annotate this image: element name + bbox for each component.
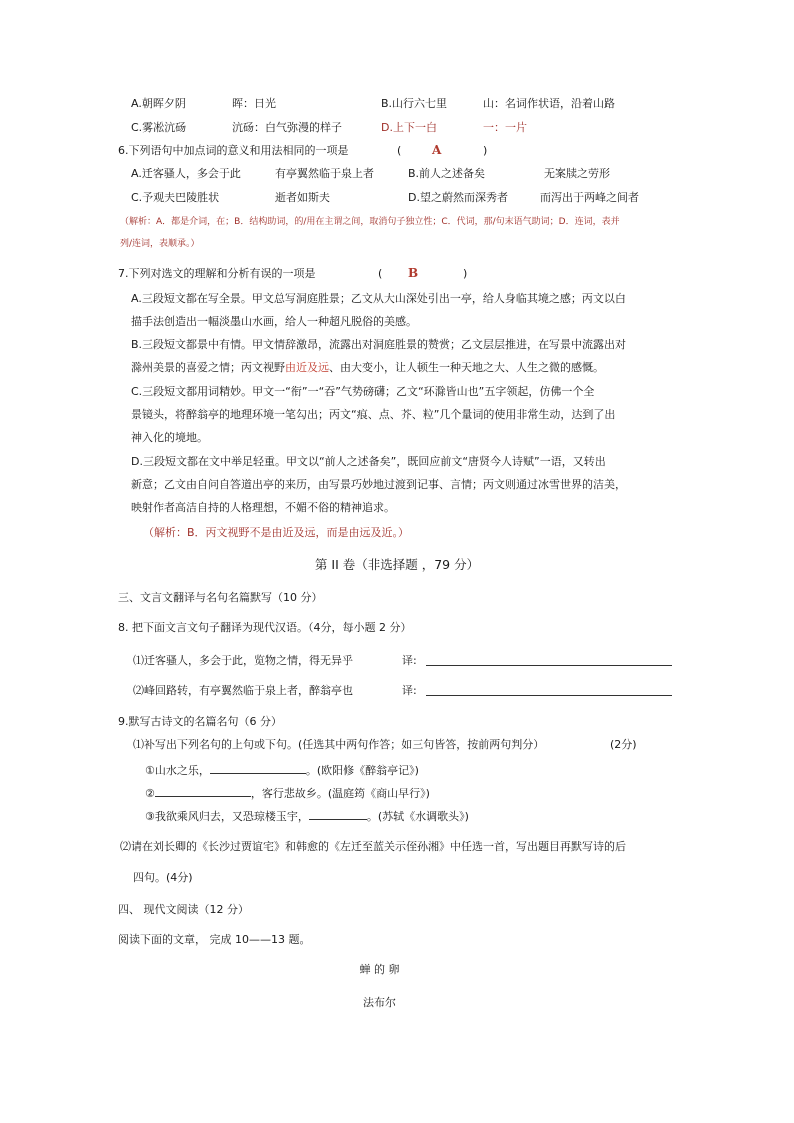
q9-part1-score: (2分) (610, 738, 637, 751)
q6-paren-open: ( (397, 144, 402, 157)
q8-stem: 8. 把下面文言文句子翻译为现代汉语。（4分，每小题 2 分） (118, 621, 412, 634)
q6-option-b2: 无案牍之劳形 (544, 167, 610, 180)
q8-1-answer-line[interactable] (426, 653, 672, 671)
q9-stem: 9.默写古诗文的名篇名句（6 分） (118, 715, 282, 728)
q7-option-c-line1: C.三段短文都用词精妙。甲文一“衔”一“吞”气势磅礴；乙文“环滁皆山也”五字领起，仿佛一个全 (131, 385, 595, 398)
section4-intro: 阅读下面的文章， 完成 10——13 题。 (118, 933, 311, 946)
q7-answer: B (408, 266, 419, 280)
q5-option-a (131, 96, 186, 112)
q7-option-d-line3: 映射作者高洁自持的人格理想，不媚不俗的精神追求。 (131, 501, 395, 514)
q6-analysis-line1: （解析：A．都是介词，在；B．结构助词，的/用在主谓之间，取消句子独立性；C．代词，那/句末语气助词；D．连词，表并 (120, 217, 620, 227)
q8-sentence-1: ⑴迁客骚人，多会于此，览物之情，得无异乎 (133, 654, 353, 667)
q7-option-b-highlight: 由近及远 (285, 361, 329, 374)
q6-answer: A (432, 143, 442, 157)
q6-option-d2: 而泻出于两峰之间者 (540, 191, 639, 204)
q8-sentence-2: ⑵峰回路转，有亭翼然临于泉上者，醉翁亭也 (133, 684, 353, 697)
q5-option-d-word: D.上下一白 (381, 121, 437, 134)
q9-item-b (145, 784, 430, 802)
q8-1-translate-label: 译: (402, 654, 417, 667)
q6-option-c1: C.予观夫巴陵胜状 (131, 191, 220, 204)
part2-title: 第 II 卷（非选择题 ，79 分） (314, 557, 480, 572)
q9-part2-line1: ⑵请在刘长卿的《长沙过贾谊宅》和韩愈的《左迁至蓝关示侄孙湘》中任选一首，写出题目再默写诗的后 (120, 840, 626, 853)
q7-analysis: （解析：B．丙文视野不是由近及远，而是由远及近。） (143, 526, 410, 539)
q8-2-translate-label: 译: (402, 684, 417, 697)
q6-stem: 6.下列语句中加点词的意义和用法相同的一项是 (118, 144, 349, 157)
q7-option-d-line1: D.三段短文都在文中举足轻重。甲文以“前人之述备矣”，既回应前文“唐贤今人诗赋”一语，又转出 (131, 455, 606, 468)
q5-option-b-word: B.山行六七里 (381, 97, 448, 110)
q6-option-c2: 逝者如斯夫 (275, 191, 330, 204)
q7-stem: 7.下列对选文的理解和分析有误的一项是 (118, 267, 316, 280)
q8-2-answer-line[interactable] (426, 683, 672, 701)
q6-paren-close: ) (483, 144, 488, 157)
q9-item-b-suffix: ，客行悲故乡。(温庭筠《商山早行》) (250, 787, 430, 800)
section3-title: 三、文言文翻译与名句名篇默写（10 分） (118, 591, 323, 604)
q7-option-b-line1: B.三段短文都景中有情。甲文情辞激昂，流露出对洞庭胜景的赞赏；乙文层层推进，在写景中流露出对 (131, 338, 627, 351)
q9-item-c-blank[interactable] (309, 807, 367, 820)
q6-option-d1: D.望之蔚然而深秀者 (408, 191, 508, 204)
section4-title: 四、 现代文阅读（12 分） (118, 903, 249, 916)
q7-option-a-line1: A.三段短文都在写全景。甲文总写洞庭胜景；乙文从大山深处引出一亭，给人身临其境之感；丙文以白 (131, 292, 626, 305)
q7-option-b-line2-start: 滁州美景的喜爱之情；丙文视野 (131, 361, 285, 374)
article-title: 蝉 的 卵 (359, 963, 400, 976)
q6-option-a1: A.迁客骚人，多会于此 (131, 167, 241, 180)
q9-part2-line2: 四句。(4分) (133, 871, 193, 884)
q6-analysis-line2: 列/连词，表顺承。） (120, 239, 200, 249)
q9-item-a-suffix: 。(欧阳修《醉翁亭记》) (305, 764, 419, 777)
q9-item-c-suffix: 。(苏轼《水调歌头》) (366, 810, 469, 823)
q7-paren-open: ( (378, 267, 383, 280)
q7-option-a-line2: 描手法创造出一幅淡墨山水画，给人一种超凡脱俗的美感。 (131, 315, 417, 328)
q5-option-a-def: 晖：日光 (232, 97, 276, 110)
q9-item-c-prefix: ③我欲乘风归去，又恐琼楼玉宇， (145, 810, 309, 823)
article-author: 法布尔 (363, 996, 396, 1009)
q5-option-b-def: 山：名词作状语，沿着山路 (483, 97, 615, 110)
q7-option-c-line3: 神入化的境地。 (131, 431, 208, 444)
q9-item-a-blank[interactable] (210, 761, 306, 774)
q7-option-c-line2: 景镜头，将醉翁亭的地理环境一笔勾出；丙文“痕、点、芥、粒”几个量词的使用非常生动，达到了出 (131, 408, 616, 421)
q7-paren-close: ) (463, 267, 468, 280)
q9-item-a (145, 761, 419, 779)
q5-option-c-word: C.雾凇沆砀 (131, 121, 187, 134)
q7-option-d-line2: 新意；乙文由自问自答道出亭的来历，由写景巧妙地过渡到记事、言情；丙文则通过冰雪世界的洁美， (131, 478, 626, 491)
q9-item-b-blank[interactable] (155, 784, 251, 797)
q5-option-c-def: 沆砀：白气弥漫的样子 (232, 121, 342, 134)
q9-item-b-prefix: ② (145, 787, 155, 800)
q5-option-d-def: 一：一片 (483, 121, 527, 134)
q7-option-b-line2 (131, 360, 604, 376)
q5-option-a-word: A.朝晖夕阴 (131, 97, 186, 110)
q6-option-b1: B.前人之述备矣 (408, 167, 486, 180)
q9-item-a-prefix: ①山水之乐， (145, 764, 210, 777)
q6-option-a2: 有亭翼然临于泉上者 (275, 167, 374, 180)
q9-part1: ⑴补写出下列名句的上句或下句。(任选其中两句作答；如三句皆答，按前两句判分） (133, 738, 545, 751)
q7-option-b-line2-end: 、由大变小，让人顿生一种天地之大、人生之微的感慨。 (329, 361, 604, 374)
q9-item-c (145, 807, 469, 825)
